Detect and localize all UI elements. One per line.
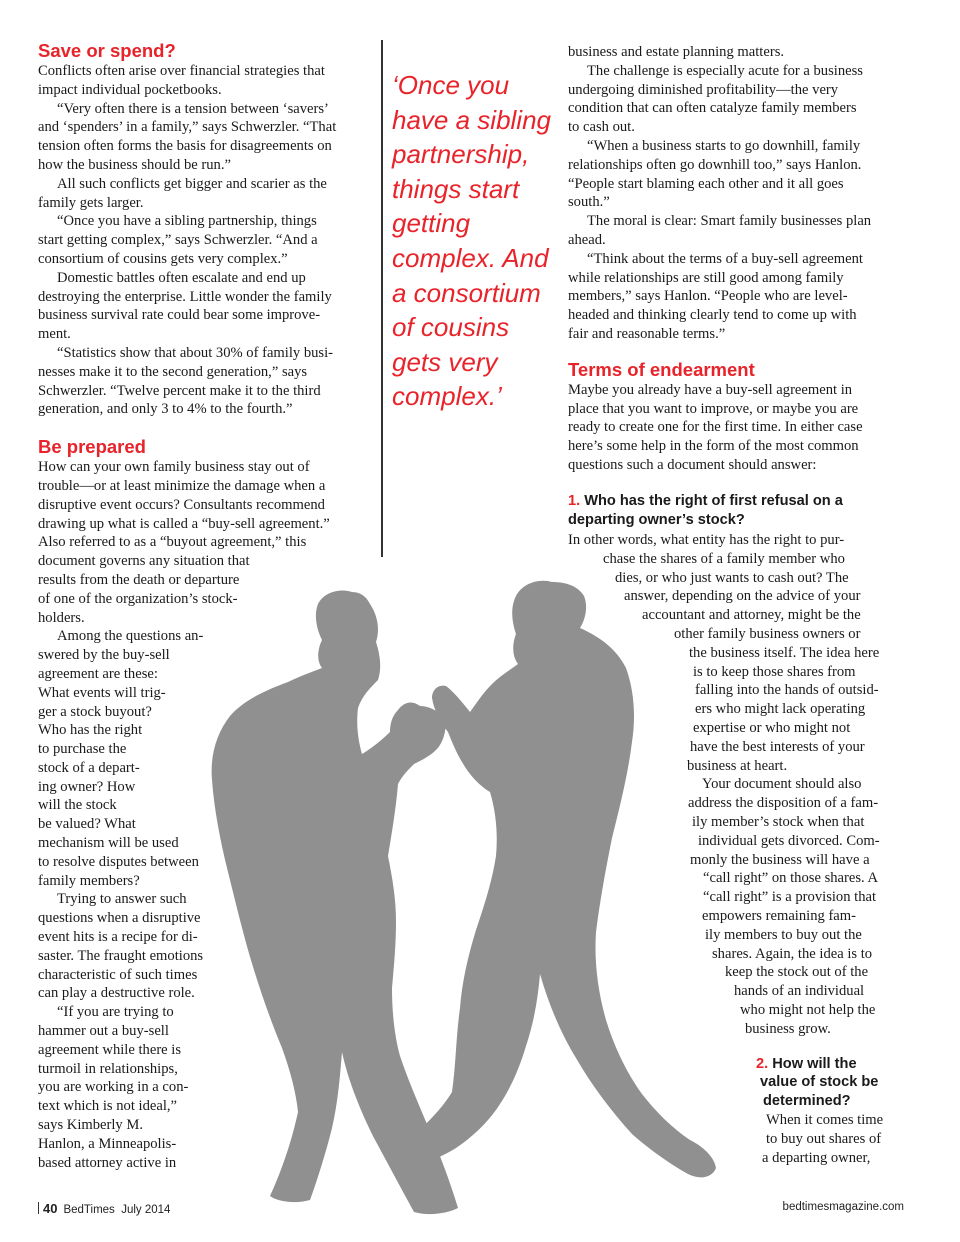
paragraph: business and estate planning matters.	[568, 44, 785, 60]
paragraph: “Once you have a sibling partnership, things start getting complex,” says Schwerzler. “And a consortium of cousins gets very complex.”	[38, 213, 318, 267]
website-url[interactable]: bedtimesmagazine.com	[782, 1201, 904, 1213]
page-number: 40	[43, 1201, 58, 1216]
paragraph: “When a business starts to go downhill, family relationships often go downhill too,” says Hanlon. “People start blaming each other and it all goes south.”	[568, 137, 862, 211]
section-heading-terms-of-endearment: Terms of endearment	[568, 358, 755, 380]
question-heading-2: 2. How will the value of stock be determined?	[756, 1055, 879, 1110]
issue-date: July 2014	[121, 1204, 171, 1216]
column-divider	[381, 40, 383, 557]
section-heading-save-or-spend: Save or spend?	[38, 40, 176, 61]
paragraph: All such conflicts get bigger and scarier as the family gets larger.	[38, 175, 327, 211]
right-column	[568, 43, 908, 529]
paragraph: Your document should also address the disposition of a fam- ily member’s stock when that individual gets divorced. Com- monly the business will have a “call right” on those shares. A “call right” is a provision that empowers remaining fam- ily members to buy out the shares. Again, the idea is to keep the stock out of the hands of an individual who might not help the business grow.	[688, 776, 880, 1037]
paragraph: “Statistics show that about 30% of family busi- nesses make it to the second generation,” says Schwerzler. “Twelve percent make it to the third generation, and only 3 to 4% to the fourth.”	[38, 344, 334, 418]
paragraph: “If you are trying to hammer out a buy-sell agreement while there is turmoil in relationships, you are working in a con- text which is not ideal,” says Kimberly M. Hanlon, a Minneapolis- based attorney active in	[38, 1004, 189, 1171]
paragraph: Conflicts often arise over financial strategies that impact individual pocketbooks.	[38, 63, 325, 98]
paragraph: How can your own family business stay out of trouble—or at least minimize the damage when a disruptive event occurs? Consultants recommend drawing up what is called a “buy-sell agreement.” Also referred to as a “buyout agreement,” this document governs any situation that results from the death or departure of one of the organization’s stock- holders.	[38, 459, 330, 626]
paragraph: Trying to answer such questions when a disruptive event hits is a recipe for di- saster. The fraught emotions characteristic of such times can play a destructive role.	[38, 891, 204, 1002]
publication-name: BedTimes	[63, 1204, 115, 1216]
question-heading-1: 1. Who has the right of first refusal on a departing owner’s stock?	[568, 492, 843, 528]
page-folio	[38, 1201, 170, 1216]
paragraph: “Very often there is a tension between ‘savers’ and ‘spenders’ in a family,” says Schwerzler. “That tension often forms the basis for disagreements on how the business should be run.”	[38, 100, 337, 173]
paragraph: Domestic battles often escalate and end up destroying the enterprise. Little wonder the family business survival rate could bear some improve- ment.	[38, 269, 332, 343]
paragraph: “Think about the terms of a buy-sell agreement while relationships are still good among family members,” says Hanlon. “People who are level- headed and thinking clearly tend to come up with fair and reasonable terms.”	[568, 250, 863, 342]
paragraph: Maybe you already have a buy-sell agreement in place that you want to improve, or maybe you are ready to create one for the first time. In either case here’s some help in the form of the most common questions such a document should answer:	[568, 381, 863, 473]
paragraph: The moral is clear: Smart family businesses plan ahead.	[568, 213, 872, 248]
paragraph: Among the questions an- swered by the buy-sell agreement are these: What events will trig- ger a stock buyout? Who has the right to purchase the stock of a depart- ing owner? How will the stock be valued? What mechanism will be used to resolve disputes between family members?	[38, 628, 204, 889]
section-heading-be-prepared: Be prepared	[38, 436, 146, 458]
folio-divider	[38, 1202, 39, 1214]
pull-quote: ‘Once you have a sibling partnership, things start getting complex. And a consortium of cousins gets very complex.’	[392, 70, 551, 412]
right-column-wrap	[0, 531, 960, 1167]
paragraph: When it comes time to buy out shares of a departing owner,	[762, 1111, 884, 1166]
paragraph: The challenge is especially acute for a business undergoing diminished profitability—the very condition that can often catalyze family members to cash out.	[568, 62, 863, 136]
paragraph: In other words, what entity has the right to pur- chase the shares of a family member who dies, or who just wants to cash out? The answer, depending on the advice of your accountant and attorney, might be the other family business owners or the business itself. The idea here is to keep those shares from falling into the hands of outsid- ers who might lack operating expertise or who might not have the best interests of your business at heart.	[568, 532, 880, 774]
